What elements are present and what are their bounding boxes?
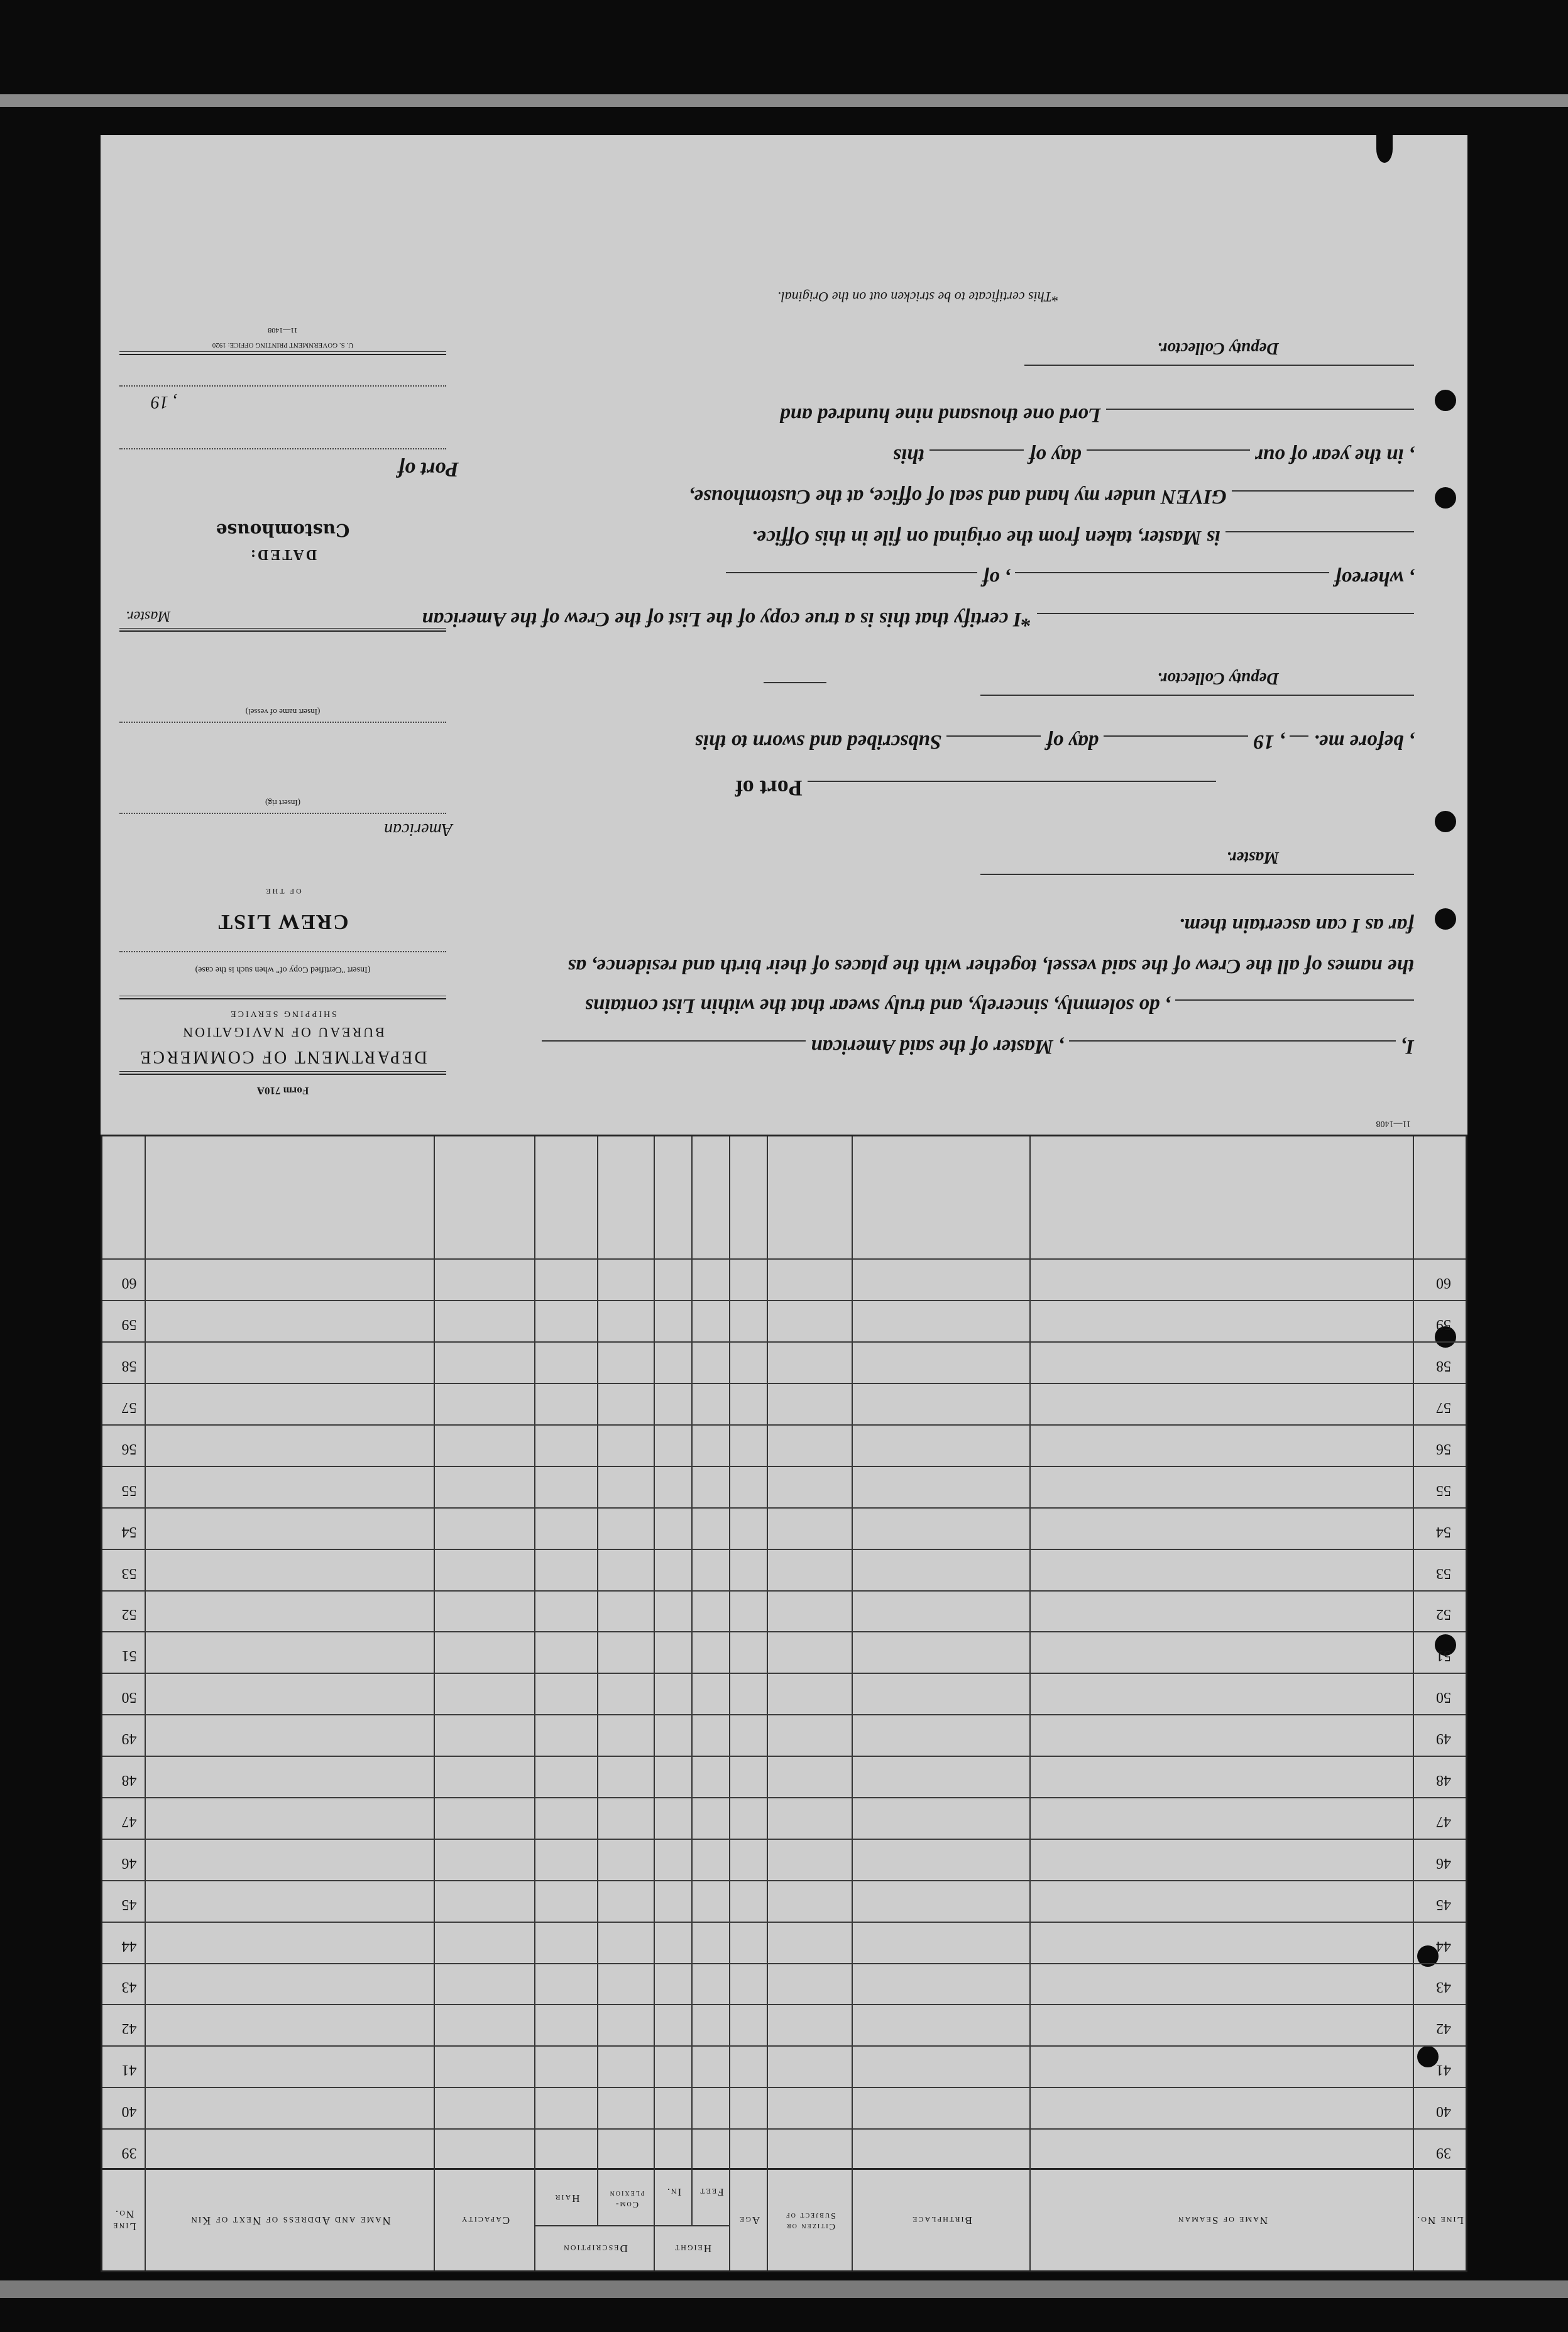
cover-rule — [119, 1071, 446, 1075]
header-hair: Hair — [554, 2192, 580, 2205]
crew-list-page — [101, 135, 1467, 2272]
table-row[interactable] — [102, 1714, 1466, 1756]
header-birthplace: Birthplace — [911, 2214, 972, 2227]
oath-line-1: I, , Master of the said American — [542, 1035, 1414, 1059]
master-signature-field[interactable] — [980, 874, 1414, 893]
header-line-no: Line No. — [1416, 2214, 1464, 2227]
seal-mark — [764, 676, 826, 701]
copy-master-field[interactable] — [1225, 531, 1414, 550]
table-row[interactable] — [102, 1466, 1466, 1507]
table-row[interactable] — [102, 1963, 1466, 2005]
cover-port-of: Port of — [397, 458, 459, 481]
line-number-right: 41 — [121, 2062, 137, 2079]
line-number: 39 — [1436, 2145, 1451, 2161]
header-name-of-seaman: Name of Seaman — [1176, 2214, 1268, 2227]
dated-label: DATED: — [248, 546, 317, 563]
line-number-right: 49 — [121, 1730, 137, 1747]
deputy-signature-line — [980, 689, 1414, 713]
header-feet: Feet — [699, 2186, 724, 2199]
header-line-no-right: Line No. — [112, 2208, 136, 2233]
day-field[interactable] — [946, 735, 1041, 754]
deputy-signature-label: Deputy Collector. — [1157, 669, 1279, 688]
deputy-signature-field[interactable] — [980, 695, 1414, 713]
line-number: 59 — [1436, 1316, 1451, 1333]
oath-line-2: , do solemnly, sincerely, and truly swear that the within List contains — [585, 994, 1414, 1018]
line-number-right: 48 — [121, 1771, 137, 1788]
line-number-right: 59 — [121, 1316, 137, 1333]
line-number-right: 51 — [121, 1647, 137, 1664]
table-row[interactable] — [102, 1756, 1466, 1797]
printer-imprint: U. S. GOVERNMENT PRINTING OFFICE: 1920 — [212, 341, 354, 349]
table-row[interactable] — [102, 2087, 1466, 2128]
line-number: 49 — [1436, 1730, 1451, 1747]
master-line — [119, 628, 446, 632]
line-number: 43 — [1436, 1979, 1451, 1996]
line-number-right: 44 — [121, 1937, 137, 1954]
vessel-name-field[interactable] — [1175, 999, 1414, 1018]
table-row[interactable] — [102, 1631, 1466, 1673]
customhouse-label: Customhouse — [216, 520, 350, 541]
line-number: 41 — [1436, 2062, 1451, 2079]
header-description: Description — [562, 2243, 628, 2255]
crew-list-title: CREW LIST — [217, 910, 349, 933]
line-number-right: 47 — [121, 1813, 137, 1830]
table-row[interactable] — [102, 1507, 1466, 1549]
height-subrule — [655, 2225, 730, 2226]
table-row[interactable] — [102, 1839, 1466, 1880]
deputy2-signature-label: Deputy Collector. — [1157, 339, 1279, 358]
year-field[interactable] — [1290, 735, 1308, 754]
cover-rule — [119, 351, 446, 355]
footnote: *This certificate to be stricken out on the Original. — [777, 289, 1059, 305]
header-capacity: Capacity — [460, 2214, 510, 2227]
line-number: 51 — [1436, 1647, 1451, 1664]
copy-cert-line-6: Lord one thousand nine hundred and — [780, 403, 1414, 427]
table-row[interactable] — [102, 1590, 1466, 1632]
line-number-right: 46 — [121, 1854, 137, 1871]
copy-cert-line-1: *I certify that this is a true copy of the List of the Crew of the American — [422, 607, 1414, 632]
line-number: 42 — [1436, 2020, 1451, 2037]
insert-rig-note: (Insert rig) — [265, 798, 300, 808]
line-number: 44 — [1436, 1937, 1451, 1954]
line-number-right: 50 — [121, 1689, 137, 1706]
table-row[interactable] — [102, 2004, 1466, 2045]
cover-bureau: BUREAU OF NAVIGATION — [181, 1025, 385, 1040]
copy-name-field[interactable] — [726, 572, 977, 591]
line-number: 46 — [1436, 1854, 1451, 1871]
table-row[interactable] — [102, 1424, 1466, 1466]
header-inches: In. — [666, 2186, 682, 2199]
header-citizen: Citizen or Subject of — [785, 2211, 836, 2231]
description-subrule — [535, 2225, 655, 2226]
of-the-label: OF THE — [264, 887, 302, 896]
copy-cert-line-3: is Master, taken from the original on file in this Office. — [752, 525, 1414, 550]
table-row[interactable] — [102, 1258, 1466, 1300]
line-number-right: 39 — [121, 2145, 137, 2161]
header-next-of-kin: Name and Address of Next of Kin — [190, 2214, 391, 2227]
copy-cert-line-4: GIVEN under my hand and seal of office, at the Customhouse, — [689, 485, 1414, 509]
line-number-right: 60 — [121, 1275, 137, 1292]
line-number: 40 — [1436, 2103, 1451, 2120]
table-row[interactable] — [102, 2128, 1466, 2170]
line-number: 54 — [1436, 1523, 1451, 1540]
line-number-right: 40 — [121, 2103, 137, 2120]
month-field[interactable] — [1104, 735, 1248, 754]
copy-month-field[interactable] — [1087, 449, 1250, 468]
cover-panel — [101, 160, 465, 1103]
copy-cert-line-2: , whereof , of — [726, 566, 1414, 591]
rotated-document — [101, 135, 1467, 2272]
table-rows — [102, 1258, 1466, 2170]
subscribed-line: , before me. , 19 day of Subscribed and sworn to this — [694, 730, 1414, 753]
line-number-right: 56 — [121, 1440, 137, 1457]
master-signature-label: Master. — [1226, 849, 1279, 867]
cover-service: SHIPPING SERVICE — [229, 1009, 337, 1018]
line-number: 58 — [1436, 1358, 1451, 1375]
copy-port-field[interactable] — [1015, 572, 1329, 591]
line-number-right: 43 — [121, 1979, 137, 1996]
vessel-type-field[interactable] — [542, 1040, 806, 1059]
port-of-line: Port of — [735, 775, 1216, 801]
table-header — [102, 2168, 1466, 2270]
cover-date-field[interactable] — [119, 385, 446, 387]
line-number: 47 — [1436, 1813, 1451, 1830]
line-number: 53 — [1436, 1565, 1451, 1581]
insert-vessel-note: (Insert name of vessel) — [245, 707, 321, 717]
deputy2-signature-line — [1024, 359, 1414, 383]
cover-form-number: Form 710A — [256, 1085, 309, 1097]
cover-master-label: Master. — [126, 608, 171, 624]
deputy2-signature-field[interactable] — [1024, 365, 1414, 383]
table-form-number: 11—1408 — [1376, 1119, 1411, 1128]
header-age: Age — [738, 2214, 760, 2227]
line-number-right: 53 — [121, 1565, 137, 1581]
cover-port-field[interactable] — [119, 448, 446, 449]
oath-line-4: far as I can ascertain them. — [1178, 914, 1414, 937]
cover-rule — [119, 996, 446, 999]
table-row[interactable] — [102, 1341, 1466, 1383]
line-number: 57 — [1436, 1399, 1451, 1416]
cover-form-code: 11—1408 — [268, 326, 298, 335]
cover-department: DEPARTMENT OF COMMERCE — [138, 1047, 427, 1067]
certified-copy-note: (Insert "Certified Copy of" when such is the case) — [195, 965, 371, 974]
scan-bottom-edge — [0, 2280, 1568, 2298]
copy-day-field[interactable] — [929, 449, 1024, 468]
line-number-right: 58 — [121, 1358, 137, 1375]
table-row[interactable] — [102, 1549, 1466, 1590]
copy-cert-line-5: , in the year of our day of this — [893, 444, 1414, 467]
table-row[interactable] — [102, 1673, 1466, 1714]
cover-year: , 19 — [151, 392, 177, 412]
line-number: 60 — [1436, 1275, 1451, 1292]
line-number-right: 45 — [121, 1896, 137, 1913]
table-row[interactable] — [102, 1797, 1466, 1839]
line-number: 52 — [1436, 1606, 1451, 1623]
table-row[interactable] — [102, 1383, 1466, 1424]
rig-field[interactable] — [119, 813, 446, 814]
table-row[interactable] — [102, 1922, 1466, 1963]
scan-top-edge — [0, 94, 1568, 107]
line-number: 55 — [1436, 1482, 1451, 1499]
table-row[interactable] — [102, 1300, 1466, 1341]
line-number-right: 57 — [121, 1399, 137, 1416]
certified-copy-field[interactable] — [119, 951, 446, 952]
oath-line-3: the names of all the Crew of the said vessel, together with the places of their birth and residence, as — [567, 955, 1414, 977]
line-number: 45 — [1436, 1896, 1451, 1913]
line-number-right: 42 — [121, 2020, 137, 2037]
copy-vessel-field[interactable] — [1037, 613, 1414, 632]
crew-table — [101, 1135, 1467, 2272]
table-row[interactable] — [102, 1880, 1466, 1922]
line-number-right: 52 — [121, 1606, 137, 1623]
line-number-right: 55 — [121, 1482, 137, 1499]
vessel-name-cover-field[interactable] — [119, 722, 446, 723]
table-row[interactable] — [102, 2045, 1466, 2087]
master-name-field[interactable] — [1069, 1040, 1396, 1059]
line-number-right: 54 — [121, 1523, 137, 1540]
american-label: American — [384, 820, 452, 839]
port-field[interactable] — [808, 781, 1216, 800]
line-number: 48 — [1436, 1771, 1451, 1788]
master-signature-line — [980, 868, 1414, 893]
header-height: Height — [673, 2243, 712, 2255]
line-number: 56 — [1436, 1440, 1451, 1457]
copy-year-field[interactable] — [1106, 409, 1414, 427]
header-complexion: Com-plexion — [608, 2189, 645, 2209]
line-number: 50 — [1436, 1689, 1451, 1706]
customhouse-field[interactable] — [1232, 490, 1414, 509]
